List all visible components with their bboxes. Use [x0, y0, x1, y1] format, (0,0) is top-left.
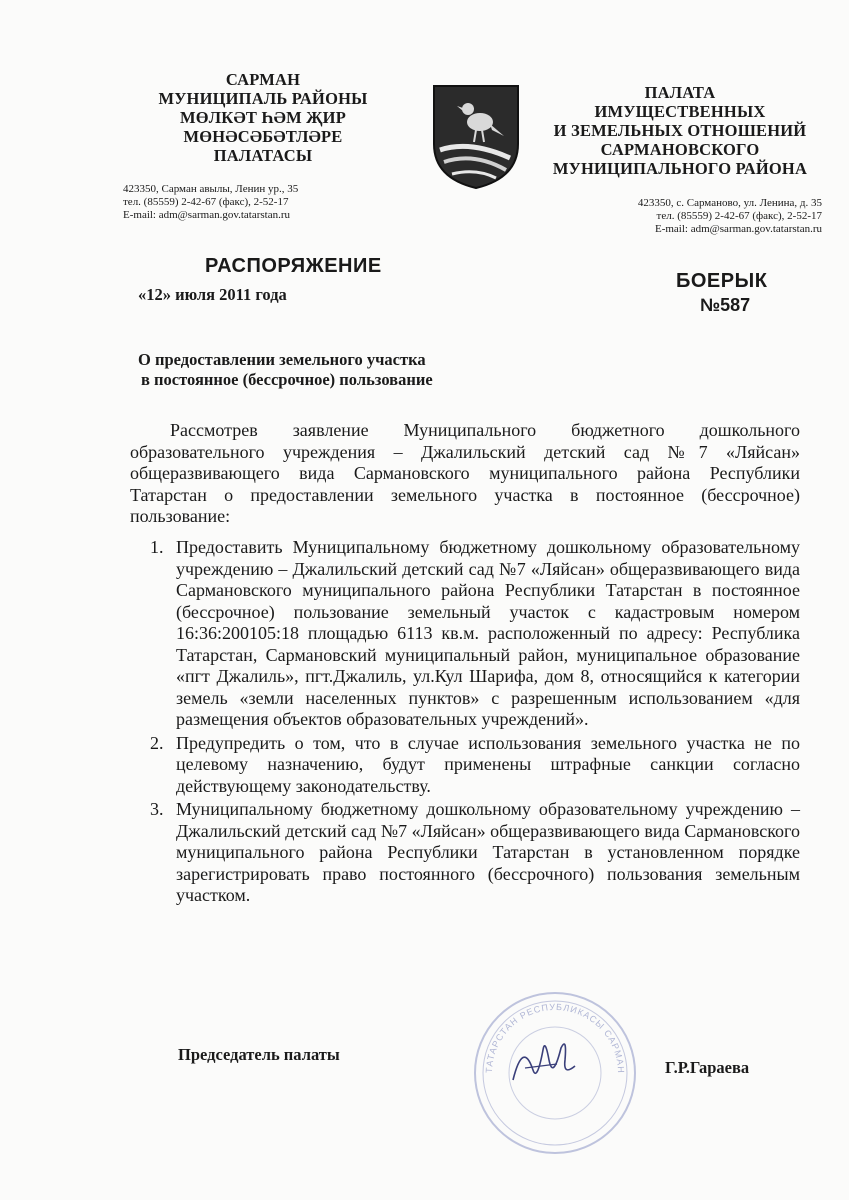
subject-line: в постоянное (бессрочное) пользование — [141, 370, 433, 389]
subject-line: О предоставлении земельного участка — [138, 350, 426, 369]
right-title-line: САРМАНОВСКОГО — [600, 140, 760, 159]
item-number: 1. — [150, 537, 164, 557]
right-address — [600, 197, 822, 236]
left-title-line: МУНИЦИПАЛЬ РАЙОНЫ — [158, 89, 368, 108]
left-address-line: тел. (85559) 2-42-67 (факс), 2-52-17 — [123, 196, 289, 208]
right-address-line: E-mail: adm@sarman.gov.tatarstan.ru — [654, 223, 822, 235]
order-number: №587 — [700, 295, 751, 315]
left-address-line: E-mail: adm@sarman.gov.tatarstan.ru — [123, 209, 291, 221]
order-title: РАСПОРЯЖЕНИЕ — [205, 255, 382, 277]
order-date: «12» июля 2011 года — [138, 285, 287, 304]
right-address-line: тел. (85559) 2-42-67 (факс), 2-52-17 — [656, 210, 822, 222]
signatory-position: Председатель палаты — [178, 1045, 340, 1064]
order-title-tatar: БОЕРЫК — [676, 270, 768, 292]
left-title-line: МӨЛКӘТ ҺӘМ ҖИР — [179, 108, 346, 127]
item-text: Муниципальному бюджетному дошкольному образовательному учреждению – Джалильский детский сад №7 «Ляйсан» общеразвивающего вида Сармановского муниципального района Республики Татарстан в установленном порядке зарегистрировать право постоянного (бессрочного) пользования земельным участком. — [176, 799, 800, 905]
intro-paragraph: Рассмотрев заявление Муниципального бюджетного дошкольного образовательного учреждения – Джалильский детский сад №7 «Ляйсан» общеразвивающего вида Сармановского муниципального района Республики Татарстан о предоставлении земельного участка в постоянное (бессрочное) пользование: — [130, 420, 800, 526]
handwritten-signature — [505, 1030, 585, 1095]
left-title-line: САРМАН — [225, 70, 301, 89]
right-title-line: ИМУЩЕСТВЕННЫХ — [594, 102, 766, 121]
left-address — [123, 183, 353, 222]
item-number: 2. — [150, 732, 164, 753]
item-number: 3. — [150, 799, 164, 819]
right-title-line: И ЗЕМЕЛЬНЫХ ОТНОШЕНИЙ — [553, 121, 807, 140]
list-item — [150, 733, 800, 798]
right-title-line: МУНИЦИПАЛЬНОГО РАЙОНА — [552, 159, 808, 178]
right-title-line: ПАЛАТА — [644, 83, 716, 102]
list-item — [150, 537, 800, 731]
left-title-line: МӨНӘСӘБӘТЛӘРЕ — [183, 127, 343, 146]
left-address-line: 423350, Сарман авылы, Ленин ур., 35 — [123, 183, 299, 195]
left-header-title — [138, 70, 388, 165]
right-header-title — [535, 83, 825, 178]
signatory-name: Г.Р.Гараева — [665, 1058, 750, 1077]
right-address-line: 423350, с. Сарманово, ул. Ленина, д. 35 — [637, 197, 822, 209]
left-title-line: ПАЛАТАСЫ — [213, 146, 313, 165]
item-text: Предоставить Муниципальному бюджетному дошкольному образовательному учреждению – Джалильский детский сад №7 «Ляйсан» общеразвивающего вида Сармановского муниципального района Республики Татарстан в постоянное (бессрочное) пользование земельный участок с кадастровым номером 16:36:200105:18 площадью 6113 кв.м. расположенный по адресу: Республика Татарстан, Сармановский муниципальный район, муниципальное образование «пгт Джалиль», пгт.Джалиль, ул.Кул Шарифа, дом 8, относящийся к категории земель «земли населенных пунктов» с разрешенным использованием «для размещения объектов образовательных учреждений». — [176, 537, 800, 729]
order-items — [150, 537, 800, 909]
order-subject — [138, 350, 558, 390]
seal-text: ТАТАРСТАН РЕСПУБЛИКАСЫ САРМАН — [483, 1001, 627, 1074]
item-text: Предупредить о том, что в случае использования земельного участка не по целевому назначению, будут применены штрафные санкции согласно действующему законодательству. — [176, 732, 800, 796]
coat-of-arms-icon — [430, 82, 522, 192]
list-item — [150, 799, 800, 907]
